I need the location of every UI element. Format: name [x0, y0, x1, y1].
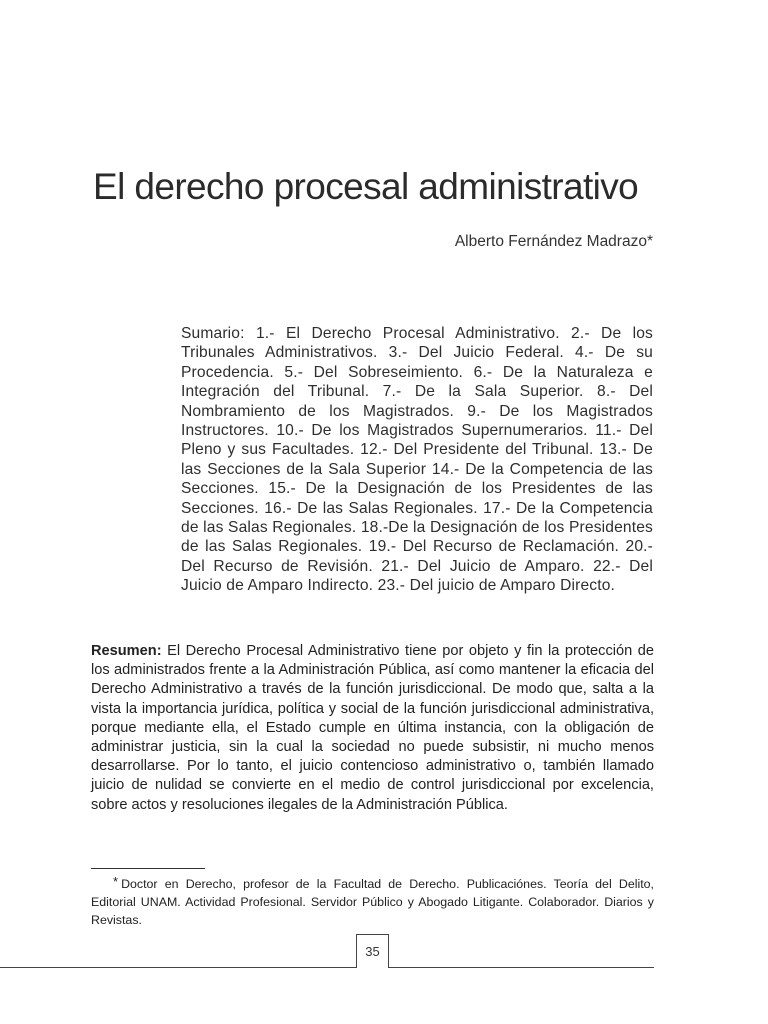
page-bottom-rule: [0, 967, 654, 968]
resumen-label: Resumen:: [91, 643, 162, 659]
page-number: 35: [356, 934, 389, 968]
footnote-mark: *: [113, 874, 119, 889]
author-name: Alberto Fernández Madrazo*: [454, 233, 653, 250]
footnote-text: Doctor en Derecho, profesor de la Facultad de Derecho. Publicaciónes. Teoría del Delito, Editorial UNAM. Actividad Profesional. Servidor Público y Abogado Litigante. Colaborador. Diarios y Revistas.: [91, 877, 654, 927]
resumen-paragraph: [91, 642, 654, 815]
footnote: [91, 873, 654, 929]
footnote-divider: [91, 868, 205, 869]
resumen-text: El Derecho Procesal Administrativo tiene por objeto y fin la protección de los administrados frente a la Administración Pública, así como mantener la eficacia del Derecho Administrativo a través de la función jurisdiccional. De modo que, salta a la vista la importancia jurídica, política y social de la función jurisdiccional administrativa, porque mediante ella, el Estado cumple en última instancia, con la obligación de administrar justicia, sin la cual la sociedad no puede subsistir, ni mucho menos desarrollarse. Por lo tanto, el juicio contencioso administrativo o, también llamado juicio de nulidad se convierte en el medio de control jurisdiccional por excelencia, sobre actos y resoluciones ilegales de la Administración Pública.: [91, 643, 654, 813]
article-title: El derecho procesal administrativo: [93, 166, 639, 207]
sumario-paragraph: Sumario: 1.- El Derecho Procesal Administrativo. 2.- De los Tribunales Administrativos. 3.- Del Juicio Federal. 4.- De su Procedencia. 5.- Del Sobreseimiento. 6.- De la Naturaleza e Integración del Tribunal. 7.- De la Sala Superior. 8.- Del Nombramiento de los Magistrados. 9.- De los Magistrados Instructores. 10.- De los Magistrados Supernumerarios. 11.- Del Pleno y sus Facultades. 12.- Del Presidente del Tribunal. 13.- De las Secciones de la Sala Superior 14.- De la Competencia de las Secciones. 15.- De la Designación de los Presidentes de las Secciones. 16.- De las Salas Regionales. 17.- De la Competencia de las Salas Regionales. 18.-De la Designación de los Presidentes de las Salas Regionales. 19.- Del Recurso de Reclamación. 20.- Del Recurso de Revisión. 21.- Del Juicio de Amparo. 22.- Del Juicio de Amparo Indirecto. 23.- Del juicio de Amparo Directo.: [181, 325, 653, 595]
